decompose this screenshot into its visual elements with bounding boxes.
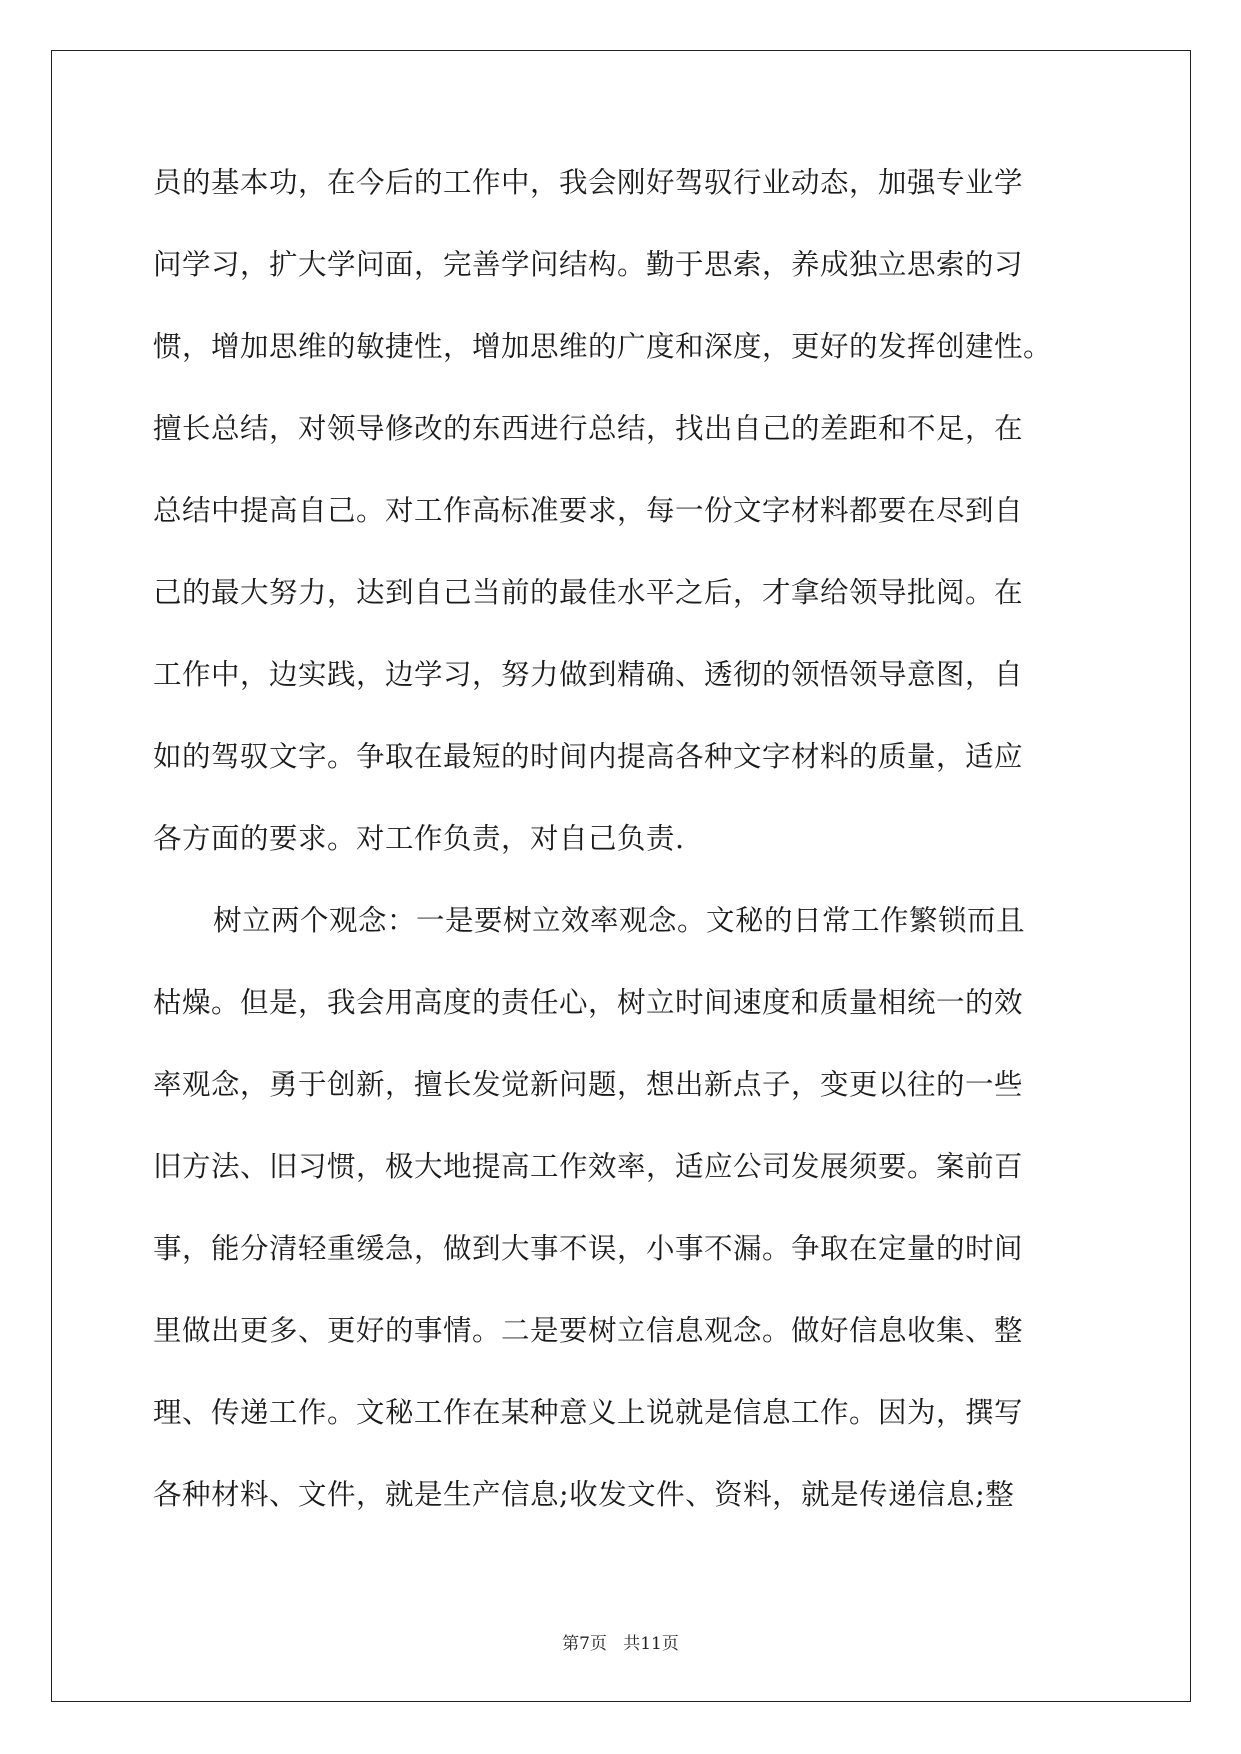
text-line: 各方面的要求。对工作负责，对自己负责. xyxy=(153,822,685,855)
text-line: 各种材料、文件，就是生产信息;收发文件、资料，就是传递信息;整 xyxy=(153,1478,1015,1511)
text-line: 率观念，勇于创新，擅长发觉新问题，想出新点子，变更以往的一些 xyxy=(153,1068,1024,1101)
text-line-indented: 树立两个观念：一是要树立效率观念。文秘的日常工作繁锁而且 xyxy=(213,904,1026,937)
text-line: 擅长总结，对领导修改的东西进行总结，找出自己的差距和不足，在 xyxy=(153,412,1024,445)
text-line: 理、传递工作。文秘工作在某种意义上说就是信息工作。因为，撰写 xyxy=(153,1396,1024,1429)
text-line: 工作中，边实践，边学习，努力做到精确、透彻的领悟领导意图，自 xyxy=(153,658,1024,691)
text-line: 己的最大努力，达到自己当前的最佳水平之后，才拿给领导批阅。在 xyxy=(153,576,1024,609)
text-line: 事，能分清轻重缓急，做到大事不误，小事不漏。争取在定量的时间 xyxy=(153,1232,1024,1265)
text-line: 里做出更多、更好的事情。二是要树立信息观念。做好信息收集、整 xyxy=(153,1314,1024,1347)
text-line: 旧方法、旧习惯，极大地提高工作效率，适应公司发展须要。案前百 xyxy=(153,1150,1024,1183)
text-line: 如的驾驭文字。争取在最短的时间内提高各种文字材料的质量，适应 xyxy=(153,740,1024,773)
text-line: 惯，增加思维的敏捷性，增加思维的广度和深度，更好的发挥创建性。 xyxy=(153,330,1053,363)
document-body xyxy=(153,160,1093,1554)
text-line: 总结中提高自己。对工作高标准要求，每一份文字材料都要在尽到自 xyxy=(153,494,1024,527)
text-line: 枯燥。但是，我会用高度的责任心，树立时间速度和质量相统一的效 xyxy=(153,986,1024,1019)
page-footer xyxy=(0,1629,1241,1654)
text-line: 员的基本功，在今后的工作中，我会刚好驾驭行业动态，加强专业学 xyxy=(153,166,1024,199)
page-number: 第7页 xyxy=(562,1634,607,1654)
page-total: 共11页 xyxy=(623,1634,679,1654)
text-line: 问学习，扩大学问面，完善学问结构。勤于思索，养成独立思索的习 xyxy=(153,248,1024,281)
